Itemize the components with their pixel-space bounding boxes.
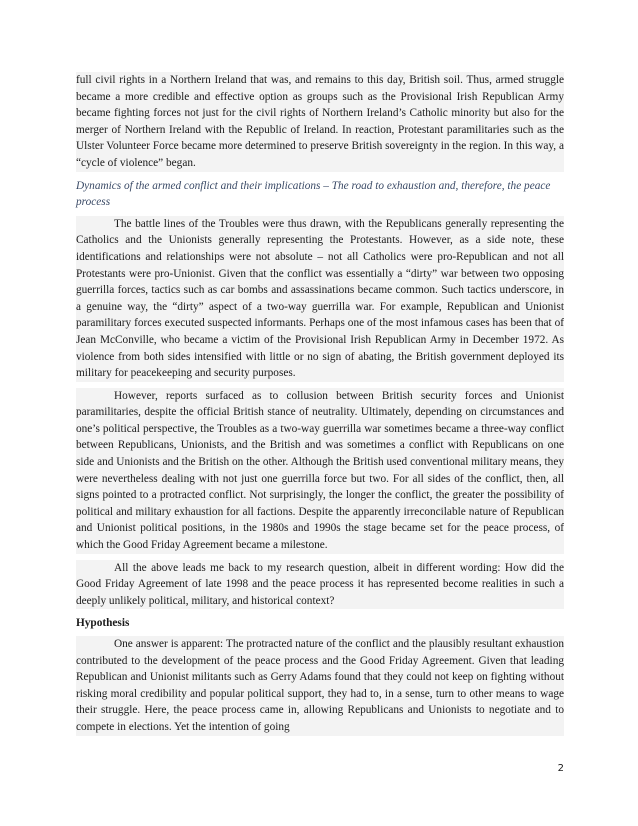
paragraph-1: full civil rights in a Northern Ireland that was, and remains to this day, British soil. Thus, armed struggle became a more credible and effective option as groups such as the Provisional Irish Republican Army became fighting forces not just for the civil rights of Northern Ireland’s Catholic minority but also for the merger of Northern Ireland with the Republic of Ireland. In reaction, Protestant paramilitaries such as the Ulster Volunteer Force became more determined to preserve British sovereignty in the region. In this way, a “cycle of violence” began. [76, 72, 564, 172]
paragraph-5: One answer is apparent: The protracted nature of the conflict and the plausibly resultant exhaustion contributed to the development of the peace process and the Good Friday Agreement. Given that leading Republican and Unionist militants such as Gerry Adams found that they could not keep on fighting without risking moral credibility and popular political support, they had to, in a sense, turn to other means to wage their struggle. Here, the peace process came in, allowing Republicans and Unionists to negotiate and to compete in elections. Yet the intention of going [76, 636, 564, 736]
paragraph-4: All the above leads me back to my research question, albeit in different wording: How did the Good Friday Agreement of late 1998 and the peace process it has represented become realities in such a deeply unlikely political, military, and historical context? [76, 560, 564, 610]
page-number: 2 [557, 763, 564, 774]
document-body [76, 72, 564, 742]
hypothesis-heading: Hypothesis [76, 617, 130, 630]
paragraph-3: However, reports surfaced as to collusion between British security forces and Unionist paramilitaries, despite the official British stance of neutrality. Ultimately, depending on circumstances and one’s political perspective, the Troubles as a two-way guerrilla war sometimes became a three-way conflict between Republicans, Unionists, and the British and was sometimes a conflict with Republicans on one side and Unionists and the British on the other. Although the British used conventional military means, they were nevertheless dealing with not just one guerrilla force but two. For all sides of the conflict, then, all signs pointed to a protracted conflict. Not surprisingly, the longer the conflict, the greater the possibility of political and military exhaustion for all factions. Despite the apparently irreconcilable nature of Republican and Unionist political positions, in the 1980s and 1990s the stage became set for the peace process, of which the Good Friday Agreement became a milestone. [76, 388, 564, 554]
section-subheading: Dynamics of the armed conflict and their implications – The road to exhaustion and, therefore, the peace process [76, 179, 551, 209]
paragraph-2: The battle lines of the Troubles were thus drawn, with the Republicans generally representing the Catholics and the Unionists generally representing the Protestants. However, as a side note, these identifications and relationships were not absolute – not all Catholics were pro-Republican and not all Protestants were pro-Unionist. Given that the conflict was essentially a “dirty” war between two opposing guerrilla forces, tactics such as car bombs and assassinations became common. Such tactics underscore, in a genuine way, the “dirty” aspect of a two-way guerrilla war. For example, Republican and Unionist paramilitary forces executed suspected informants. Perhaps one of the most infamous cases has been that of Jean McConville, who became a victim of the Provisional Irish Republican Army in December 1972. As violence from both sides intensified with little or no sign of abating, the British government deployed its military for peacekeeping and security purposes. [76, 216, 564, 382]
